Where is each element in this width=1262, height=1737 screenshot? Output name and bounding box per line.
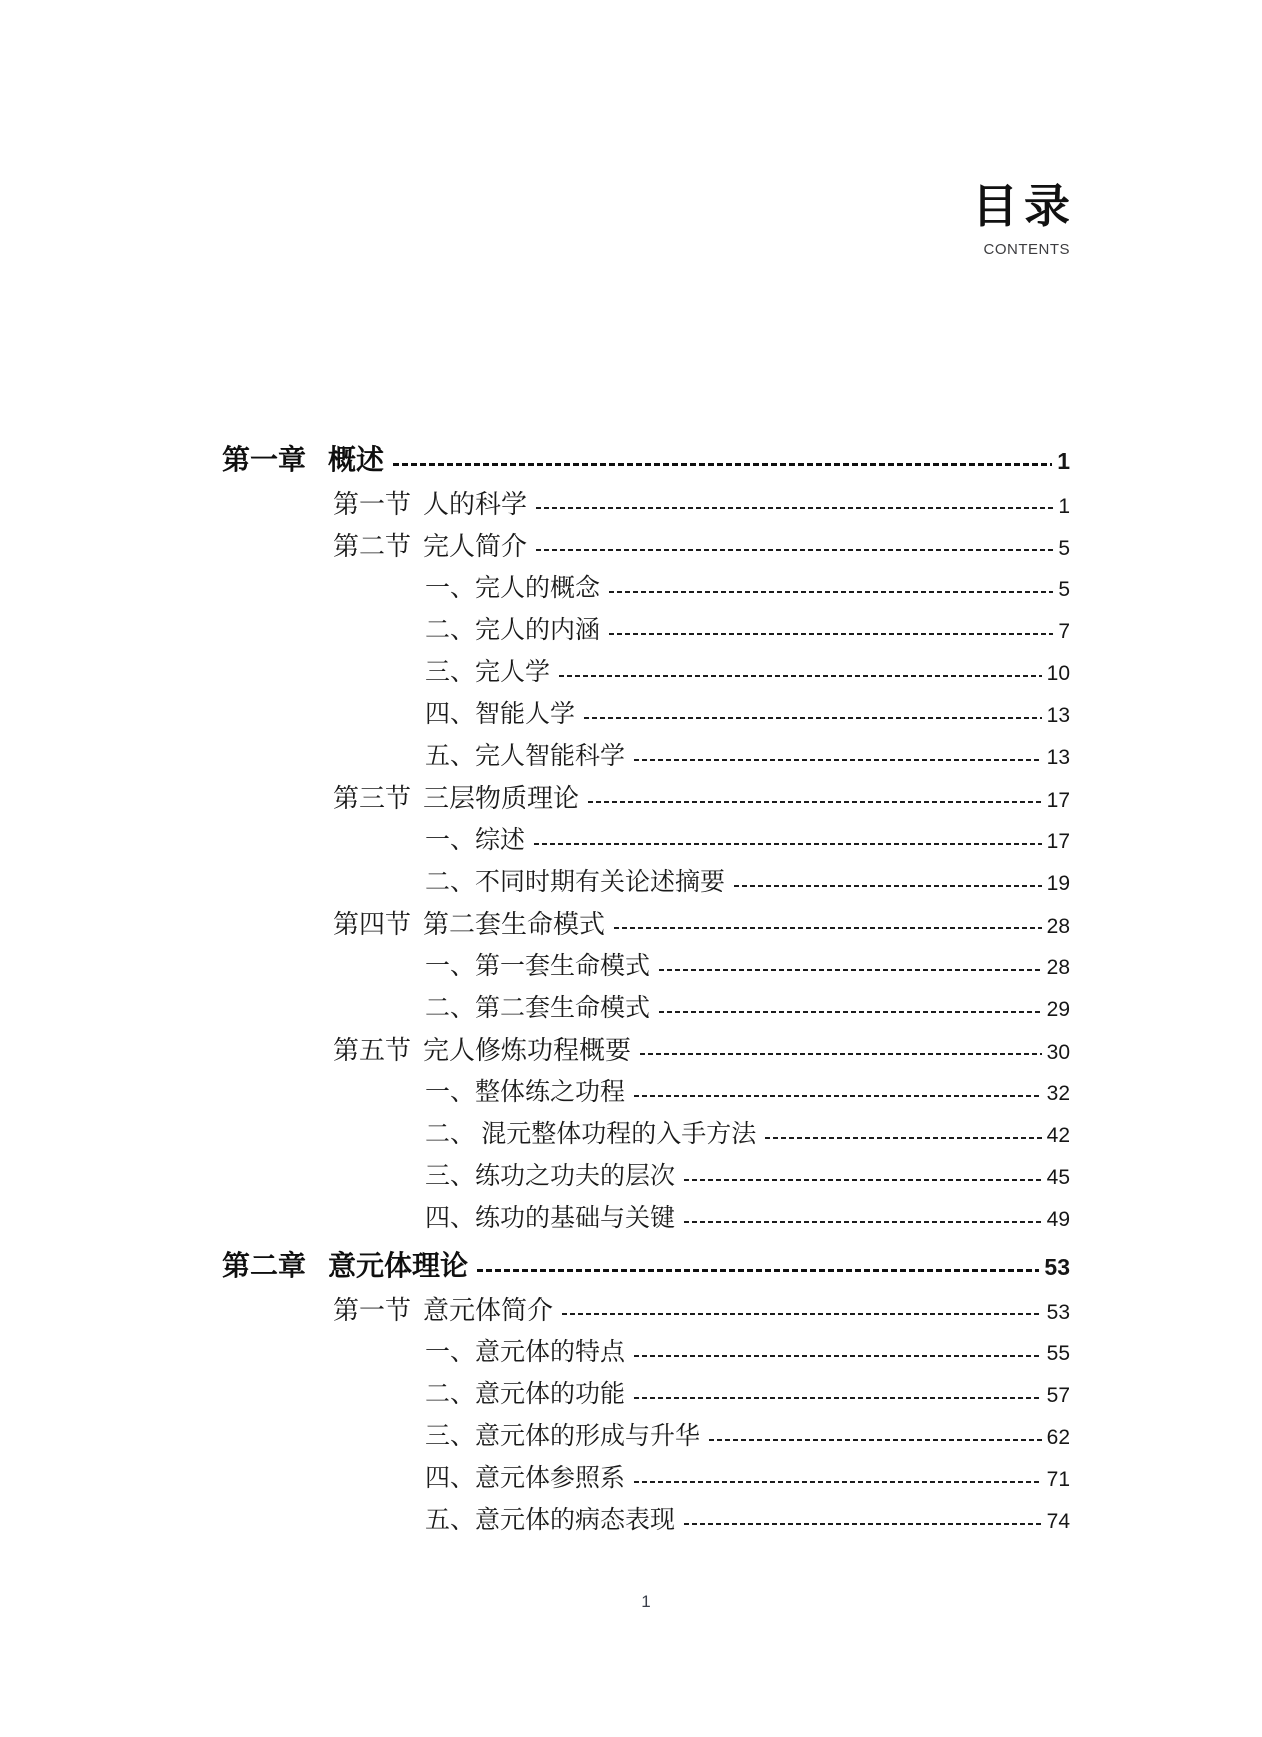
toc-entry-page: 28 xyxy=(1046,915,1070,938)
toc-entry-title: 四、练功的基础与关键 xyxy=(425,1205,676,1232)
toc-entry-title: 二、不同时期有关论述摘要 xyxy=(425,869,726,896)
toc-entry-title: 四、意元体参照系 xyxy=(425,1465,626,1492)
toc-entry-page: 29 xyxy=(1046,998,1070,1021)
toc-entry xyxy=(222,1156,1070,1198)
toc-entry xyxy=(222,820,1070,862)
dash-leader-line xyxy=(734,885,1042,887)
toc-entry xyxy=(222,904,1070,946)
dash-leader-line xyxy=(640,1053,1042,1055)
page-footer xyxy=(222,1592,1070,1612)
toc-entry-page: 71 xyxy=(1046,1468,1070,1491)
toc-entry xyxy=(222,484,1070,526)
toc-entry-page: 10 xyxy=(1046,662,1070,685)
toc-entry-title: 人的科学 xyxy=(423,490,528,519)
toc-entry-page: 32 xyxy=(1046,1082,1070,1105)
dash-leader-line xyxy=(765,1137,1041,1139)
dash-leader-line xyxy=(609,591,1053,593)
toc-entry xyxy=(222,568,1070,610)
toc-entry-page: 17 xyxy=(1046,789,1070,812)
toc-entry-title: 意元体理论 xyxy=(328,1251,469,1282)
toc-entry-page: 53 xyxy=(1044,1254,1070,1280)
toc-entry xyxy=(222,778,1070,820)
toc-entry-page: 30 xyxy=(1046,1041,1070,1064)
dash-leader-line xyxy=(634,1481,1042,1483)
dash-leader-line xyxy=(634,1355,1042,1357)
toc-entry-page: 17 xyxy=(1046,830,1070,853)
dash-leader-line xyxy=(536,507,1053,509)
toc-entry-page: 28 xyxy=(1046,956,1070,979)
toc-entry xyxy=(222,1290,1070,1332)
toc-entry-page: 13 xyxy=(1046,704,1070,727)
toc-entry xyxy=(222,1416,1070,1458)
toc-entry-label: 第二章 xyxy=(222,1251,307,1282)
toc-entry-title: 三、意元体的形成与升华 xyxy=(425,1423,701,1450)
toc-entry xyxy=(222,1030,1070,1072)
page-subtitle: CONTENTS xyxy=(983,240,1070,258)
dash-leader-line xyxy=(634,759,1042,761)
toc-list xyxy=(222,438,1070,1542)
toc-entry-title: 一、整体练之功程 xyxy=(425,1079,626,1106)
toc-entry-page: 1 xyxy=(1057,448,1070,474)
toc-entry-title: 二、意元体的功能 xyxy=(425,1381,626,1408)
toc-entry xyxy=(222,526,1070,568)
toc-entry xyxy=(222,862,1070,904)
dash-leader-line xyxy=(684,1523,1042,1525)
toc-entry-title: 三层物质理论 xyxy=(423,784,580,813)
toc-entry-page: 7 xyxy=(1058,620,1070,643)
toc-entry-title: 完人简介 xyxy=(423,532,528,561)
toc-entry xyxy=(222,438,1070,484)
toc-entry-label: 第二节 xyxy=(333,532,412,561)
toc-entry-page: 74 xyxy=(1046,1510,1070,1533)
dash-leader-line xyxy=(584,717,1042,719)
toc-entry xyxy=(222,946,1070,988)
toc-entry xyxy=(222,1072,1070,1114)
dash-leader-line xyxy=(562,1313,1042,1315)
page-header xyxy=(972,178,1076,258)
toc-entry-page: 55 xyxy=(1046,1342,1070,1365)
dash-leader-line xyxy=(559,675,1042,677)
toc-entry-title: 二、第二套生命模式 xyxy=(425,995,651,1022)
toc-entry-page: 57 xyxy=(1046,1384,1070,1407)
toc-entry-label: 第一章 xyxy=(222,445,307,476)
toc-entry-title: 五、意元体的病态表现 xyxy=(425,1507,676,1534)
dash-leader-line xyxy=(684,1221,1042,1223)
page-title: 目录 xyxy=(972,181,1076,232)
toc-entry-label: 第一节 xyxy=(333,490,412,519)
dash-leader-line xyxy=(709,1439,1042,1441)
toc-entry-title: 五、完人智能科学 xyxy=(425,743,626,770)
toc-entry-title: 二、 混元整体功程的入手方法 xyxy=(425,1121,757,1148)
toc-entry-title: 三、练功之功夫的层次 xyxy=(425,1163,676,1190)
toc-entry-title: 三、完人学 xyxy=(425,659,551,686)
toc-entry xyxy=(222,1500,1070,1542)
toc-entry-title: 意元体简介 xyxy=(423,1296,554,1325)
toc-entry xyxy=(222,1244,1070,1290)
toc-entry-page: 13 xyxy=(1046,746,1070,769)
toc-entry xyxy=(222,1458,1070,1500)
toc-entry xyxy=(222,652,1070,694)
toc-entry-page: 1 xyxy=(1058,495,1070,518)
toc-entry-page: 19 xyxy=(1046,872,1070,895)
toc-entry-page: 45 xyxy=(1046,1166,1070,1189)
dash-leader-line xyxy=(684,1179,1042,1181)
dash-leader-line xyxy=(659,969,1042,971)
toc-entry xyxy=(222,1332,1070,1374)
toc-entry-label: 第一节 xyxy=(333,1296,412,1325)
toc-entry xyxy=(222,1374,1070,1416)
toc-entry-title: 一、完人的概念 xyxy=(425,575,601,602)
toc-entry xyxy=(222,1198,1070,1240)
toc-entry-title: 一、综述 xyxy=(425,827,526,854)
toc-entry-label: 第四节 xyxy=(333,910,412,939)
toc-entry-page: 42 xyxy=(1046,1124,1070,1147)
toc-entry-title: 四、智能人学 xyxy=(425,701,576,728)
toc-entry xyxy=(222,1114,1070,1156)
dash-leader-line xyxy=(614,927,1042,929)
toc-entry-label: 第三节 xyxy=(333,784,412,813)
toc-entry-title: 第二套生命模式 xyxy=(423,910,606,939)
toc-entry xyxy=(222,736,1070,778)
dash-leader-line xyxy=(393,463,1052,466)
dash-leader-line xyxy=(609,633,1053,635)
toc-entry xyxy=(222,610,1070,652)
footer-page-number: 1 xyxy=(641,1592,651,1611)
toc-entry xyxy=(222,694,1070,736)
toc-entry-page: 62 xyxy=(1046,1426,1070,1449)
dash-leader-line xyxy=(634,1397,1042,1399)
toc-entry-page: 49 xyxy=(1046,1208,1070,1231)
toc-entry-title: 一、第一套生命模式 xyxy=(425,953,651,980)
toc-entry-title: 一、意元体的特点 xyxy=(425,1339,626,1366)
dash-leader-line xyxy=(477,1269,1039,1272)
dash-leader-line xyxy=(634,1095,1042,1097)
toc-entry-title: 二、完人的内涵 xyxy=(425,617,601,644)
toc-entry-title: 完人修炼功程概要 xyxy=(423,1036,632,1065)
toc-entry-label: 第五节 xyxy=(333,1036,412,1065)
toc-entry xyxy=(222,988,1070,1030)
toc-entry-page: 53 xyxy=(1046,1301,1070,1324)
dash-leader-line xyxy=(536,549,1053,551)
dash-leader-line xyxy=(534,843,1042,845)
toc-entry-page: 5 xyxy=(1058,537,1070,560)
toc-entry-page: 5 xyxy=(1058,578,1070,601)
toc-entry-title: 概述 xyxy=(328,445,385,476)
dash-leader-line xyxy=(588,801,1042,803)
dash-leader-line xyxy=(659,1011,1042,1013)
